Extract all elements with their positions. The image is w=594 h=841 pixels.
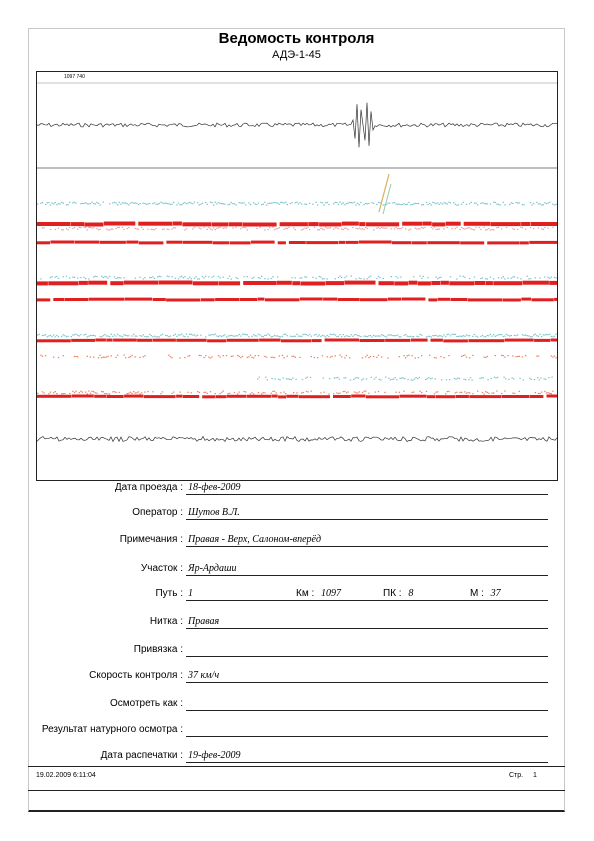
section-label: Участок : — [140, 563, 183, 574]
cyan-echo-row-1 — [37, 202, 557, 206]
notes-value: Правая - Верх, Салоном-вперёд — [188, 534, 322, 545]
pk-value: 8 — [408, 588, 414, 599]
rail-value: Правая — [188, 616, 220, 627]
page-label: Стр. — [509, 772, 524, 779]
date-value: 18-фев-2009 — [188, 482, 241, 493]
print-date-label: Дата распечатки : — [100, 750, 183, 761]
print-date-underline — [186, 762, 548, 763]
lower-trace — [37, 437, 557, 442]
chart-coordinate-label: 1097 740 — [64, 74, 85, 80]
row-section — [28, 556, 565, 576]
speed-value: 37 км/ч — [188, 670, 220, 681]
field-result-label: Результат натурного осмотра : — [41, 724, 183, 735]
flaw-indication-1 — [379, 174, 389, 212]
footer-divider-top — [28, 766, 565, 767]
red-band-1 — [37, 222, 557, 227]
row-print-date — [28, 743, 565, 763]
binding-underline — [186, 656, 548, 657]
row-notes — [28, 527, 565, 547]
binding-label: Привязка : — [133, 644, 183, 655]
date-underline — [186, 494, 548, 495]
rail-underline — [186, 628, 548, 629]
m-label: М : — [470, 588, 484, 599]
row-rail — [28, 609, 565, 629]
orange-echo-row-2 — [37, 391, 554, 395]
track-value: 1 — [188, 588, 193, 599]
cyan-echo-row-4 — [257, 377, 553, 381]
row-operator — [28, 500, 565, 520]
cyan-echo-row-3 — [37, 334, 557, 338]
print-timestamp: 19.02.2009 6:11:04 — [36, 772, 96, 779]
row-field-result — [28, 717, 565, 737]
date-label: Дата проезда : — [114, 482, 183, 493]
speed-underline — [186, 682, 548, 683]
track-label: Путь : — [155, 588, 183, 599]
upper-trace — [37, 103, 557, 148]
pink-echo-row-1 — [42, 227, 554, 231]
m-group — [470, 588, 501, 599]
document-subtitle: АДЭ-1-45 — [272, 49, 321, 61]
section-value: Яр-Ардаши — [188, 563, 237, 574]
page-number: 1 — [533, 772, 537, 779]
pk-group — [383, 588, 413, 599]
speed-label: Скорость контроля : — [89, 670, 183, 681]
print-date-value: 19-фев-2009 — [188, 750, 241, 761]
rail-label: Нитка : — [149, 616, 183, 627]
red-band-4 — [37, 298, 557, 302]
row-inspect-as — [28, 691, 565, 711]
inspect-as-label: Осмотреть как : — [109, 698, 183, 709]
km-group — [296, 588, 341, 599]
km-value: 1097 — [321, 588, 342, 599]
red-band-3 — [37, 281, 557, 286]
row-date — [28, 475, 565, 495]
orange-echo-row — [40, 355, 557, 359]
cyan-echo-row-2 — [40, 276, 557, 280]
flaw-indication-2 — [383, 184, 391, 214]
red-band-6 — [37, 395, 557, 399]
operator-value: Шутов В.Л. — [188, 507, 240, 518]
red-band-2 — [37, 241, 557, 245]
inspect-as-underline — [186, 710, 548, 711]
m-value: 37 — [490, 588, 501, 599]
row-binding — [28, 637, 565, 657]
document-title: Ведомость контроля — [218, 30, 375, 47]
notes-label: Примечания : — [119, 534, 183, 545]
section-underline — [186, 575, 548, 576]
field-result-underline — [186, 736, 548, 737]
scan-chart — [36, 71, 558, 481]
km-label: Км : — [296, 588, 315, 599]
footer-divider-bottom — [28, 790, 565, 791]
row-speed — [28, 663, 565, 683]
operator-label: Оператор : — [132, 507, 183, 518]
notes-underline — [186, 546, 548, 547]
track-underline — [186, 600, 548, 601]
scan-signal-plot — [37, 72, 557, 480]
operator-underline — [186, 519, 548, 520]
row-track — [28, 581, 565, 601]
red-band-5 — [37, 339, 557, 343]
pk-label: ПК : — [383, 588, 402, 599]
